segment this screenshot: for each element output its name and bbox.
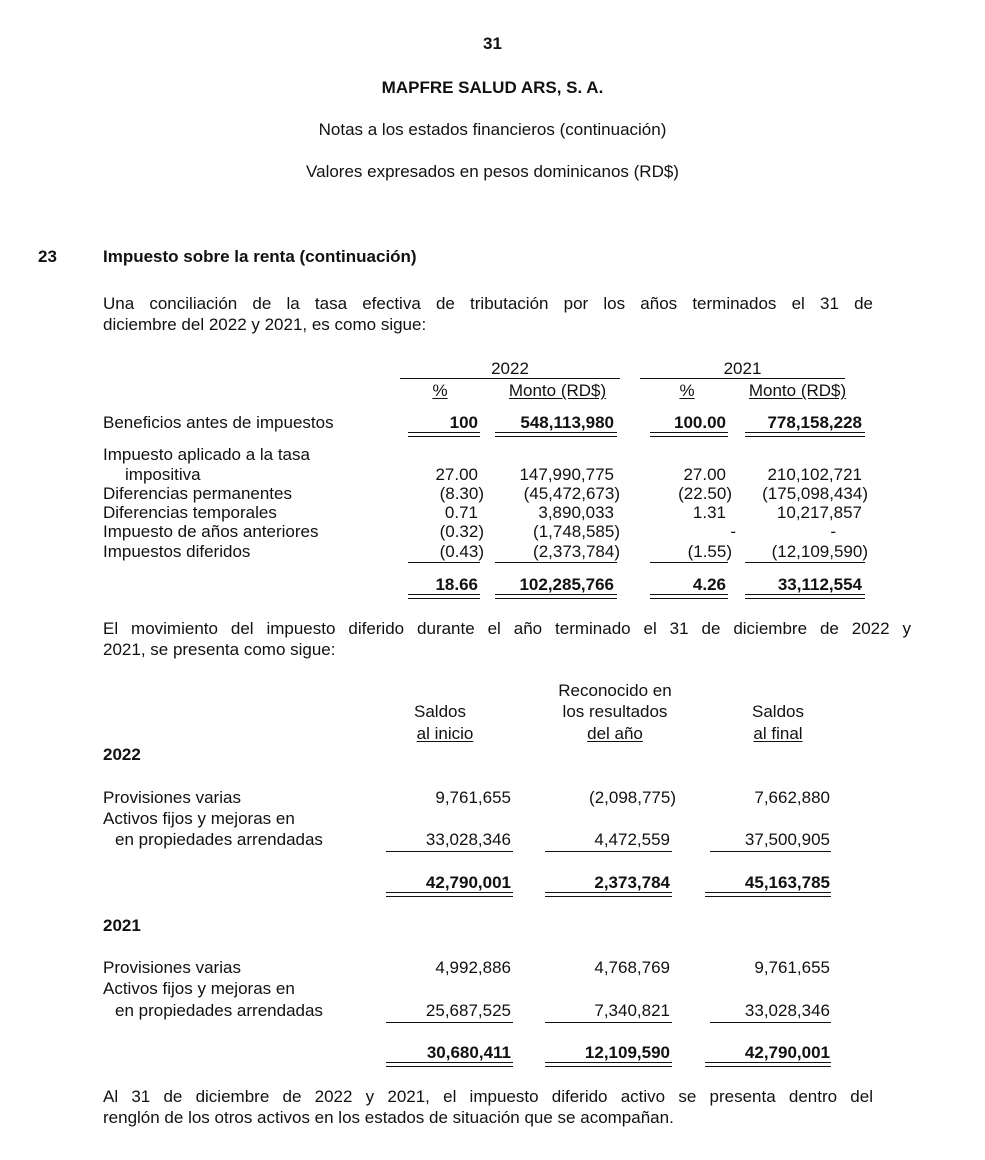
col-header: del año xyxy=(587,724,643,743)
cell-value: (1.55) xyxy=(687,542,732,561)
amount-column-header: Monto (RD$) xyxy=(508,381,607,400)
cell-value: (22.50) xyxy=(678,484,732,503)
row-label: Provisiones varias xyxy=(103,788,241,807)
cell-value: 1.31 xyxy=(692,503,726,522)
cell-value: (0.32) xyxy=(439,522,484,541)
cell-value: 147,990,775 xyxy=(519,465,614,484)
closing-paragraph xyxy=(103,1086,873,1128)
cell-value: 100 xyxy=(449,413,478,432)
company-name: MAPFRE SALUD ARS, S. A. xyxy=(381,78,604,97)
row-label: Activos fijos y mejoras en xyxy=(103,979,295,998)
row-label: impositiva xyxy=(125,465,201,484)
total-value: 4.26 xyxy=(692,575,726,594)
cell-value: 3,890,033 xyxy=(538,503,614,522)
total-value: 2,373,784 xyxy=(594,873,670,892)
cell-value: 100.00 xyxy=(674,413,726,432)
total-value: 45,163,785 xyxy=(744,873,830,892)
cell-value: (2,373,784) xyxy=(533,542,620,561)
col-header: al inicio xyxy=(416,724,474,743)
row-label: Impuesto de años anteriores xyxy=(103,522,319,541)
year-header-2021: 2021 xyxy=(723,359,762,378)
section-number: 23 xyxy=(38,247,57,266)
col-header: Reconocido en xyxy=(558,681,672,700)
total-value: 42,790,001 xyxy=(425,873,511,892)
col-header: Saldos xyxy=(752,702,804,721)
total-value: 42,790,001 xyxy=(744,1043,830,1062)
pct-column-header: % xyxy=(679,381,695,400)
cell-value: 25,687,525 xyxy=(425,1001,511,1020)
section-title: Impuesto sobre la renta (continuación) xyxy=(103,247,417,266)
cell-value: (8.30) xyxy=(439,484,484,503)
cell-value: 4,768,769 xyxy=(594,958,670,977)
paragraph-line: Una conciliación de la tasa efectiva de tributación por los años terminados el 31 de xyxy=(103,294,873,313)
cell-value: 37,500,905 xyxy=(744,830,830,849)
total-value: 102,285,766 xyxy=(519,575,614,594)
cell-value: 10,217,857 xyxy=(776,503,862,522)
cell-value: (45,472,673) xyxy=(523,484,620,503)
movement-intro xyxy=(103,618,911,660)
document-subtitle: Notas a los estados financieros (continuación) xyxy=(318,120,667,139)
cell-value: 4,472,559 xyxy=(594,830,670,849)
paragraph-line: Al 31 de diciembre de 2022 y 2021, el impuesto diferido activo se presenta dentro del xyxy=(103,1087,873,1106)
row-label: Impuestos diferidos xyxy=(103,542,251,561)
total-value: 12,109,590 xyxy=(584,1043,670,1062)
cell-value: 210,102,721 xyxy=(767,465,862,484)
year-header-2022: 2022 xyxy=(491,359,529,378)
cell-value: 0.71 xyxy=(444,503,478,522)
paragraph-line: renglón de los otros activos en los estados de situación que se acompañan. xyxy=(103,1108,674,1127)
profit-before-tax-label: Beneficios antes de impuestos xyxy=(103,413,334,432)
cell-value: 27.00 xyxy=(683,465,726,484)
total-value: 18.66 xyxy=(435,575,478,594)
cell-value: 548,113,980 xyxy=(520,413,614,432)
col-header: al final xyxy=(753,724,803,743)
cell-value: 9,761,655 xyxy=(754,958,830,977)
row-label: en propiedades arrendadas xyxy=(115,1001,323,1020)
cell-value: 4,992,886 xyxy=(435,958,511,977)
cell-value: 9,761,655 xyxy=(435,788,511,807)
cell-value: (0.43) xyxy=(439,542,484,561)
row-label: Impuesto aplicado a la tasa xyxy=(103,445,310,464)
row-label: Diferencias permanentes xyxy=(103,484,292,503)
cell-value: (1,748,585) xyxy=(533,522,620,541)
amount-column-header: Monto (RD$) xyxy=(748,381,847,400)
pct-column-header: % xyxy=(432,381,448,400)
row-label: Provisiones varias xyxy=(103,958,241,977)
year-heading: 2021 xyxy=(103,916,141,935)
total-value: 33,112,554 xyxy=(777,575,862,594)
cell-value: 7,662,880 xyxy=(754,788,830,807)
paragraph-line: El movimiento del impuesto diferido durante el año terminado el 31 de diciembre de 2022 y xyxy=(103,619,911,638)
cell-value: 27.00 xyxy=(435,465,478,484)
row-label: en propiedades arrendadas xyxy=(115,830,323,849)
total-value: 30,680,411 xyxy=(426,1043,511,1062)
year-heading: 2022 xyxy=(103,745,141,764)
cell-value: 778,158,228 xyxy=(767,413,862,432)
currency-note: Valores expresados en pesos dominicanos (RD$) xyxy=(306,162,679,181)
cell-value: - xyxy=(830,522,836,541)
cell-value: (175,098,434) xyxy=(762,484,868,503)
reconciliation-intro xyxy=(103,293,873,335)
paragraph-line: 2021, se presenta como sigue: xyxy=(103,640,336,659)
col-header: los resultados xyxy=(562,702,668,721)
paragraph-line: diciembre del 2022 y 2021, es como sigue: xyxy=(103,315,427,334)
cell-value: (2,098,775) xyxy=(589,788,676,807)
row-label: Diferencias temporales xyxy=(103,503,277,522)
row-label: Activos fijos y mejoras en xyxy=(103,809,295,828)
cell-value: 7,340,821 xyxy=(594,1001,670,1020)
cell-value: (12,109,590) xyxy=(771,542,868,561)
col-header: Saldos xyxy=(414,702,466,721)
page-number: 31 xyxy=(483,34,502,53)
cell-value: 33,028,346 xyxy=(744,1001,830,1020)
cell-value: 33,028,346 xyxy=(425,830,511,849)
cell-value: - xyxy=(730,522,736,541)
